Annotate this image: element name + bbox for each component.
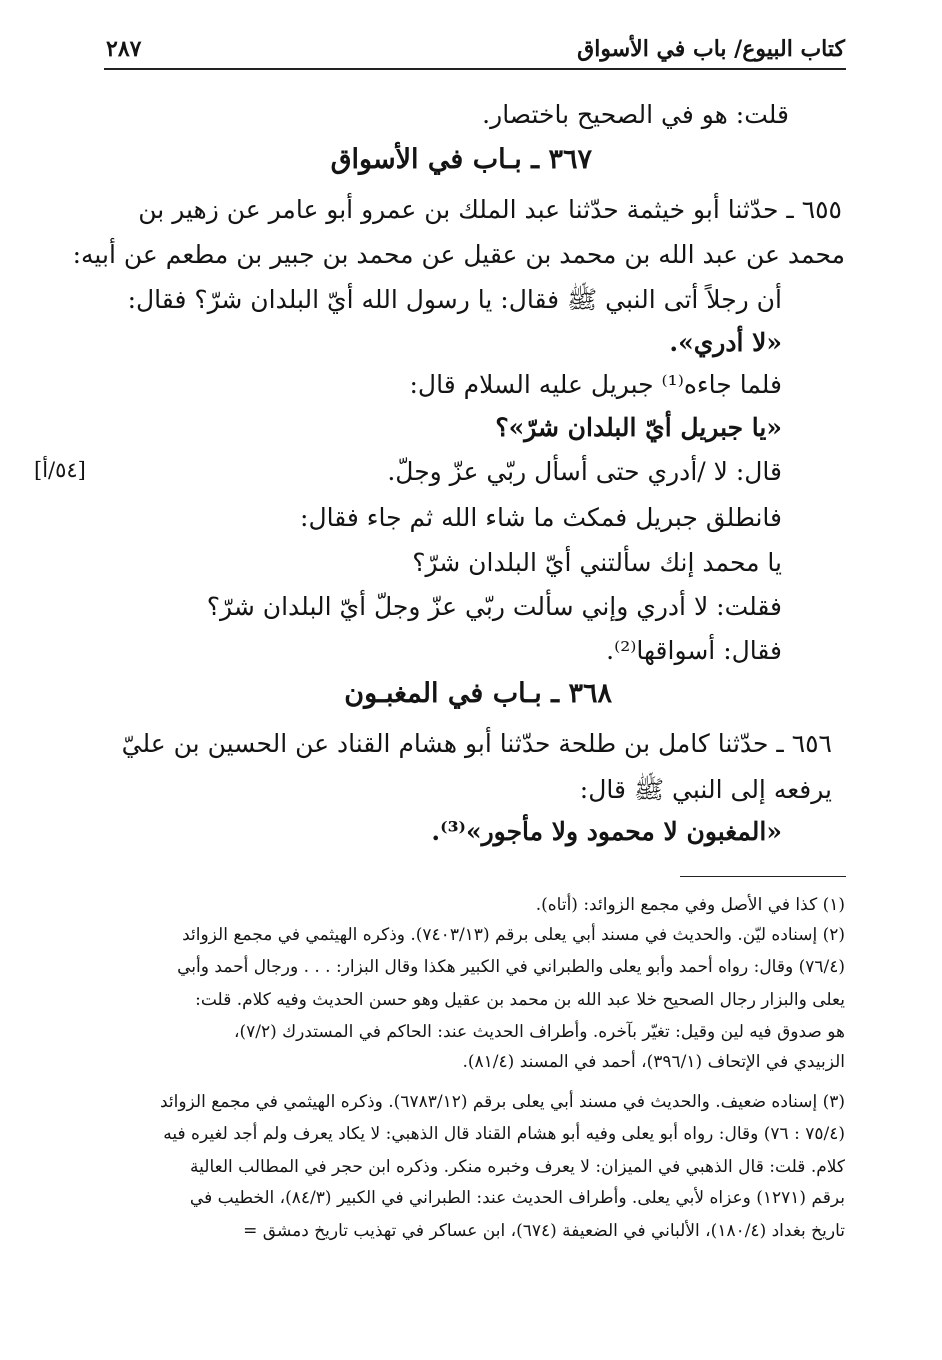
hadith-655-line-8: فانطلق جبريل فمكث ما شاء الله ثم جاء فقال: — [300, 503, 782, 532]
footnote-3-line-3: كلام. قلت: قال الذهبي في الميزان: لا يعرف وخبره منكر. وذكره ابن حجر في المطالب العالية — [190, 1157, 845, 1177]
hadith-655-line-3: أن رجلاً أتى النبي ﷺ فقال: يا رسول الله أيّ البلدان شرّ؟ فقال: — [127, 285, 782, 314]
footnote-3-line-2: (٧٥/٤ : ٧٦) وقال: رواه أبو يعلى وفيه أبو هشام القناد قال الذهبي: لا يكاد يعرف ولم أجد لغيره فيه — [163, 1124, 845, 1144]
footnote-2-line-4: هو صدوق فيه لين وقيل: تغيّر بآخره. وأطراف الحديث عند: الحاكم في المستدرك (٧/٢)، — [233, 1022, 845, 1042]
footnote-2-line-2: (٧٦/٤) وقال: رواه أحمد وأبو يعلى والطبراني في الكبير هكذا وقال البزار: . . . ورجال أحمد وأبي — [177, 957, 845, 977]
footnote-3-line-5: تاريخ بغداد (١٨٠/٤)، الألباني في الضعيفة (٦٧٤)، ابن عساكر في تهذيب تاريخ دمشق = — [243, 1221, 845, 1241]
hadith-655-line-7: قال: لا /أدري حتى أسأل ربّي عزّ وجلّ. — [387, 457, 782, 486]
page-number: ٢٨٧ — [106, 36, 142, 62]
hadith-655-line-1: ٦٥٥ ـ حدّثنا أبو خيثمة حدّثنا عبد الملك بن عمرو أبو عامر عن زهير بن — [138, 195, 842, 224]
header-rule — [104, 68, 846, 70]
footnote-2-line-1: (٢) إسناده ليّن. والحديث في مسند أبي يعلى برقم (٧٤٠٣/١٣). وذكره الهيثمي في مجمع الزوائد — [182, 925, 845, 945]
footnote-2-line-5: الزبيدي في الإتحاف (٣٩٦/١)، أحمد في المسند (٨١/٤). — [462, 1052, 845, 1072]
section-heading-368: ٣٦٨ ـ بـاب في المغبـون — [344, 678, 612, 709]
hadith-656-line-2: يرفعه إلى النبي ﷺ قال: — [579, 775, 832, 804]
footnote-2-line-3: يعلى والبزار رجال الصحيح خلا عبد الله بن محمد بن عقيل وهو حسن الحديث وفيه كلام. قلت: — [195, 990, 845, 1010]
section-heading-367: ٣٦٧ ـ بـاب في الأسواق — [330, 144, 592, 175]
running-header-title: كتاب البيوع/ باب في الأسواق — [577, 36, 845, 62]
margin-folio-note: [٥٤/أ] — [34, 458, 86, 482]
hadith-655-line-4: «لا أدري». — [669, 328, 782, 357]
hadith-655-line-2: محمد عن عبد الله بن محمد بن عقيل عن محمد بن جبير بن مطعم عن أبيه: — [72, 240, 845, 269]
body-line-note: قلت: هو في الصحيح باختصار. — [482, 100, 789, 129]
hadith-655-line-11: فقال: أسواقها⁽²⁾. — [606, 636, 782, 665]
footnote-3-line-1: (٣) إسناده ضعيف. والحديث في مسند أبي يعلى برقم (٦٧٨٣/١٢). وذكره الهيثمي في مجمع الزوائد — [159, 1092, 845, 1112]
footnote-1: (١) كذا في الأصل وفي مجمع الزوائد: (أتاه). — [535, 895, 845, 915]
footnote-3-line-4: برقم (١٢٧١) وعزاه لأبي يعلى. وأطراف الحديث عند: الطبراني في الكبير (٨٤/٣)، الخطيب في — [189, 1188, 845, 1208]
hadith-655-line-5: فلما جاءه⁽¹⁾ جبريل عليه السلام قال: — [409, 370, 782, 399]
hadith-655-line-6: «يا جبريل أيّ البلدان شرّ»؟ — [495, 413, 782, 442]
hadith-655-line-10: فقلت: لا أدري وإني سألت ربّي عزّ وجلّ أيّ البلدان شرّ؟ — [206, 592, 782, 621]
hadith-656-line-1: ٦٥٦ ـ حدّثنا كامل بن طلحة حدّثنا أبو هشام القناد عن الحسين بن عليّ — [121, 729, 832, 758]
hadith-655-line-9: يا محمد إنك سألتني أيّ البلدان شرّ؟ — [412, 548, 782, 577]
footnote-rule — [680, 876, 846, 877]
hadith-656-line-3: «المغبون لا محمود ولا مأجور»⁽³⁾. — [431, 817, 782, 846]
